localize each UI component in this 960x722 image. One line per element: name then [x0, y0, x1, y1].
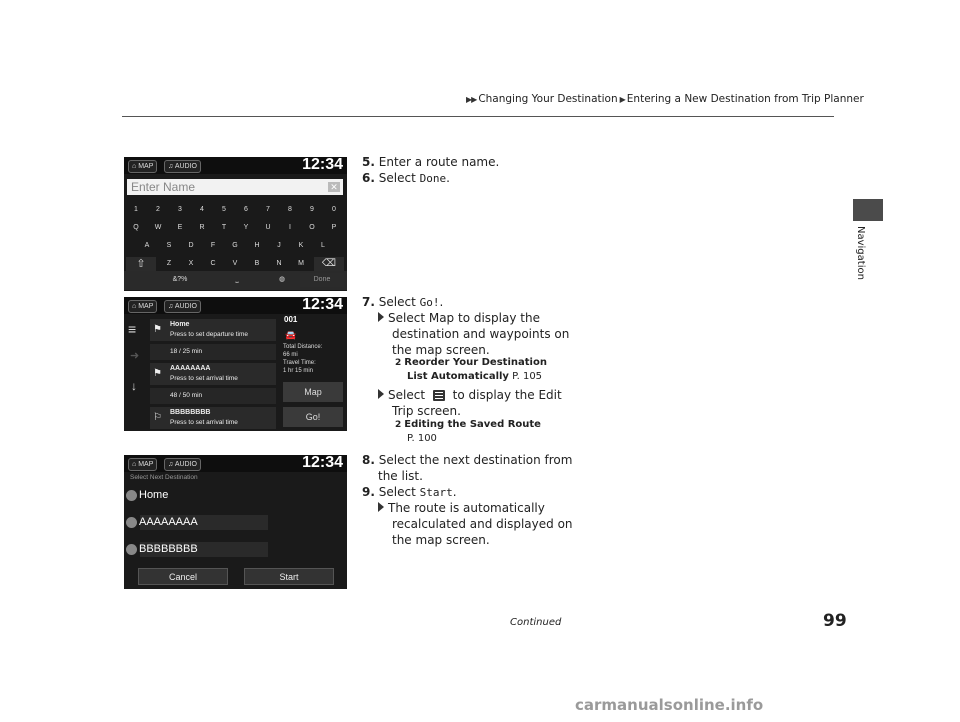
arrow-right-icon: ➜ — [130, 350, 140, 362]
reference-icon: 2 — [395, 420, 402, 430]
route-summary: Total Distance: 66 mi Travel Time: 1 hr 15 min — [283, 344, 323, 374]
key[interactable]: 1 — [134, 206, 138, 213]
chapter-tab — [853, 199, 883, 221]
done-button[interactable]: Done — [300, 273, 344, 287]
key[interactable]: 7 — [266, 206, 270, 213]
key[interactable]: U — [265, 224, 271, 231]
map-button[interactable]: ⌂ MAP — [128, 300, 157, 313]
key[interactable]: O — [309, 224, 315, 231]
triangle-bullet-icon — [378, 389, 384, 399]
key[interactable]: 8 — [288, 206, 292, 213]
continued-label: Continued — [510, 617, 562, 628]
cross-reference[interactable]: 2 Editing the Saved Route P. 100 — [395, 419, 541, 444]
key[interactable]: L — [321, 242, 325, 249]
step-8: 8. Select the next destination from the list. — [362, 453, 573, 483]
breadcrumb-arrow-icon: ▶▶ — [466, 95, 477, 104]
space-icon[interactable]: ⎵ — [235, 276, 239, 283]
flag-icon: ⚑ — [153, 324, 162, 335]
key[interactable]: D — [188, 242, 194, 249]
clear-icon[interactable]: ✕ — [328, 182, 340, 192]
chapter-label: Navigation — [855, 226, 866, 280]
key[interactable]: J — [277, 242, 281, 249]
step-5: 5. Enter a route name. — [362, 155, 500, 169]
step-9-substep: The route is automatically recalculated and displayed on the map screen. — [378, 500, 678, 548]
triangle-bullet-icon — [378, 502, 384, 512]
status-bar — [124, 297, 347, 314]
key[interactable]: N — [276, 260, 282, 267]
step-9: 9. Select Start. — [362, 485, 457, 499]
menu-icon[interactable]: ≡ — [128, 321, 137, 337]
key[interactable]: T — [221, 224, 227, 231]
cancel-button[interactable]: Cancel — [138, 568, 228, 585]
screen-heading: Select Next Destination — [130, 474, 198, 481]
key[interactable]: S — [166, 242, 172, 249]
key[interactable]: A — [144, 242, 150, 249]
key[interactable]: C — [210, 260, 216, 267]
item-subtitle: Press to set arrival time — [170, 419, 238, 426]
key[interactable]: 3 — [178, 206, 182, 213]
leg-info: 48 / 50 min — [150, 388, 276, 404]
item-subtitle: Press to set arrival time — [170, 375, 238, 382]
clock: 12:34 — [302, 297, 343, 313]
list-item[interactable] — [150, 407, 276, 429]
flag-icon: ⚑ — [153, 368, 162, 379]
key[interactable]: 4 — [200, 206, 204, 213]
triangle-bullet-icon — [378, 312, 384, 322]
key[interactable]: B — [254, 260, 260, 267]
select-next-destination-screen — [124, 455, 347, 589]
map-button[interactable]: ⌂ MAP — [128, 458, 157, 471]
key[interactable]: 9 — [310, 206, 314, 213]
symbols-key[interactable]: &?% — [172, 276, 188, 283]
cross-reference[interactable]: 2 Reorder Your Destination List Automatically P. 105 — [395, 357, 547, 382]
step-6: 6. Select Done. — [362, 171, 450, 185]
checkered-flag-icon: ⚐ — [153, 412, 162, 423]
key[interactable]: I — [289, 224, 291, 231]
key[interactable]: W — [154, 224, 162, 231]
voice-icon[interactable]: ◍ — [278, 276, 286, 283]
key[interactable]: M — [298, 260, 304, 267]
arrow-down-icon[interactable]: ↓ — [131, 379, 137, 393]
key[interactable]: F — [210, 242, 216, 249]
location-icon — [126, 544, 137, 555]
start-button[interactable]: Start — [244, 568, 334, 585]
clock: 12:34 — [302, 157, 343, 173]
item-title: BBBBBBBB — [170, 409, 211, 416]
key[interactable]: 2 — [156, 206, 160, 213]
menu-icon — [433, 390, 445, 401]
step-7-substep-a: Select Map to display the destination and waypoints on the map screen. — [378, 310, 678, 358]
audio-button[interactable]: ♫ AUDIO — [164, 458, 201, 471]
key[interactable]: E — [177, 224, 183, 231]
key[interactable]: Y — [243, 224, 249, 231]
list-item[interactable] — [150, 363, 276, 385]
map-button[interactable]: ⌂ MAP — [128, 160, 157, 173]
reference-icon: 2 — [395, 358, 402, 368]
breadcrumb-topic: Entering a New Destination from Trip Planner — [626, 93, 864, 105]
location-icon — [126, 517, 137, 528]
key[interactable]: K — [298, 242, 304, 249]
location-icon — [126, 490, 137, 501]
key[interactable]: Q — [133, 224, 139, 231]
step-7: 7. Select Go!. — [362, 295, 444, 309]
list-item[interactable]: AAAAAAAA — [126, 515, 266, 530]
trip-planner-screen — [124, 297, 347, 431]
shift-icon[interactable]: ⇧ — [126, 257, 156, 271]
audio-button[interactable]: ♫ AUDIO — [164, 300, 201, 313]
key[interactable]: 6 — [244, 206, 248, 213]
item-title: Home — [170, 321, 190, 328]
status-bar — [124, 455, 347, 472]
status-bar — [124, 157, 347, 174]
keyboard-bottom-bar — [124, 271, 347, 290]
header-rule — [122, 116, 834, 117]
key[interactable]: P — [331, 224, 337, 231]
key[interactable]: 5 — [222, 206, 226, 213]
key[interactable]: H — [254, 242, 260, 249]
audio-button[interactable]: ♫ AUDIO — [164, 160, 201, 173]
breadcrumb-section: Changing Your Destination — [478, 93, 618, 105]
key[interactable]: G — [232, 242, 238, 249]
key[interactable]: Z — [166, 260, 172, 267]
leg-info: 18 / 25 min — [150, 344, 276, 360]
car-icon: 🚘 — [285, 330, 297, 340]
key[interactable]: X — [188, 260, 194, 267]
watermark: carmanualsonline.info — [575, 696, 764, 714]
backspace-icon[interactable]: ⌫ — [314, 257, 344, 271]
key[interactable]: R — [199, 224, 205, 231]
page-number: 99 — [823, 611, 847, 631]
breadcrumb — [464, 93, 864, 105]
go-button[interactable]: Go! — [283, 407, 343, 427]
route-id: 001 — [284, 315, 298, 324]
step-7-substep-b: Select to display the Edit Trip screen. — [378, 387, 678, 419]
list-item[interactable] — [150, 319, 276, 341]
clock: 12:34 — [302, 455, 343, 471]
list-item[interactable]: BBBBBBBB — [126, 542, 266, 557]
key[interactable]: 0 — [332, 206, 336, 213]
key[interactable]: V — [232, 260, 238, 267]
name-input[interactable]: Enter Name ✕ — [127, 179, 343, 195]
item-subtitle: Press to set departure time — [170, 331, 249, 338]
enter-name-screen — [124, 157, 347, 291]
map-view-button[interactable]: Map — [283, 382, 343, 402]
item-title: AAAAAAAA — [170, 365, 211, 372]
breadcrumb-arrow-icon: ▶ — [619, 95, 625, 104]
list-item[interactable]: Home — [126, 488, 266, 503]
